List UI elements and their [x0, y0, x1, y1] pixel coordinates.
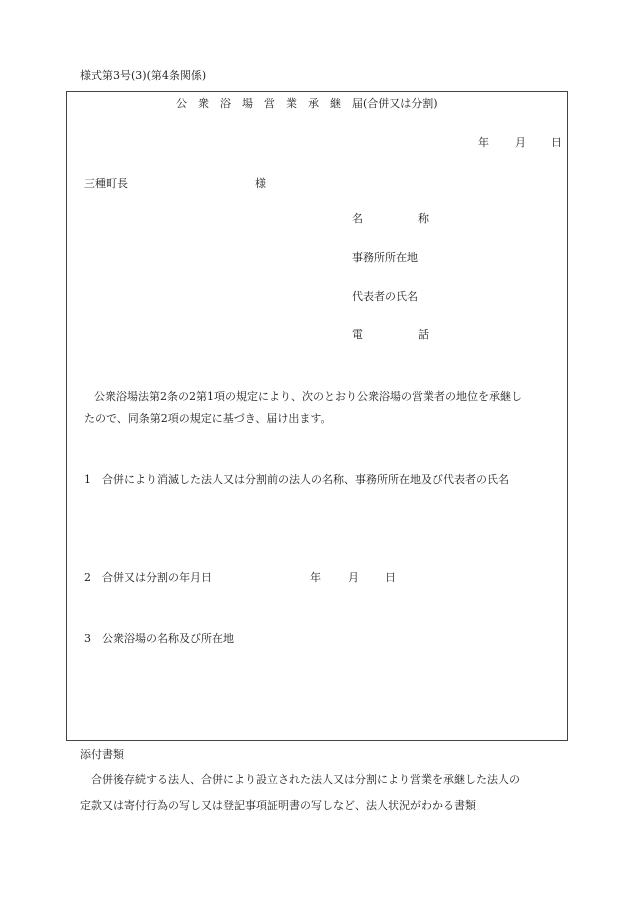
applicant-name-label: 名 称 — [352, 212, 429, 225]
date-month: 月 — [515, 136, 526, 149]
item-2-label: 2 合併又は分割の年月日 — [84, 571, 212, 584]
body-text-line-1: 公衆浴場法第2条の2第1項の規定により、次のとおり公衆浴場の営業者の地位を承継し — [94, 390, 522, 403]
form-title: 公 衆 浴 場 営 業 承 継 届(合併又は分割) — [176, 97, 438, 110]
item-2-day: 日 — [385, 571, 396, 584]
attachments-heading: 添付書類 — [80, 748, 124, 761]
applicant-rep-label: 代表者の氏名 — [352, 290, 418, 303]
item-2-year: 年 — [310, 571, 321, 584]
attachments-line-1: 合併後存続する法人、合併により設立された法人又は分割により営業を承継した法人の — [91, 773, 520, 786]
date-day: 日 — [551, 136, 562, 149]
form-label: 様式第3号(3)(第4条関係) — [80, 69, 207, 82]
applicant-office-label: 事務所所在地 — [352, 251, 418, 264]
attachments-line-2: 定款又は寄付行為の写し又は登記事項証明書の写しなど、法人状況がわかる書類 — [80, 799, 476, 812]
item-3: 3 公衆浴場の名称及び所在地 — [84, 632, 234, 645]
item-1: 1 合併により消滅した法人又は分割前の法人の名称、事務所所在地及び代表者の氏名 — [84, 473, 509, 486]
date-year: 年 — [478, 136, 489, 149]
item-2-month: 月 — [348, 571, 359, 584]
addressee-honorific: 様 — [255, 177, 266, 190]
body-text-line-2: たので、同条第2項の規定に基づき、届け出ます。 — [84, 412, 332, 425]
applicant-phone-label: 電 話 — [352, 328, 429, 341]
addressee-name: 三種町長 — [84, 177, 128, 190]
